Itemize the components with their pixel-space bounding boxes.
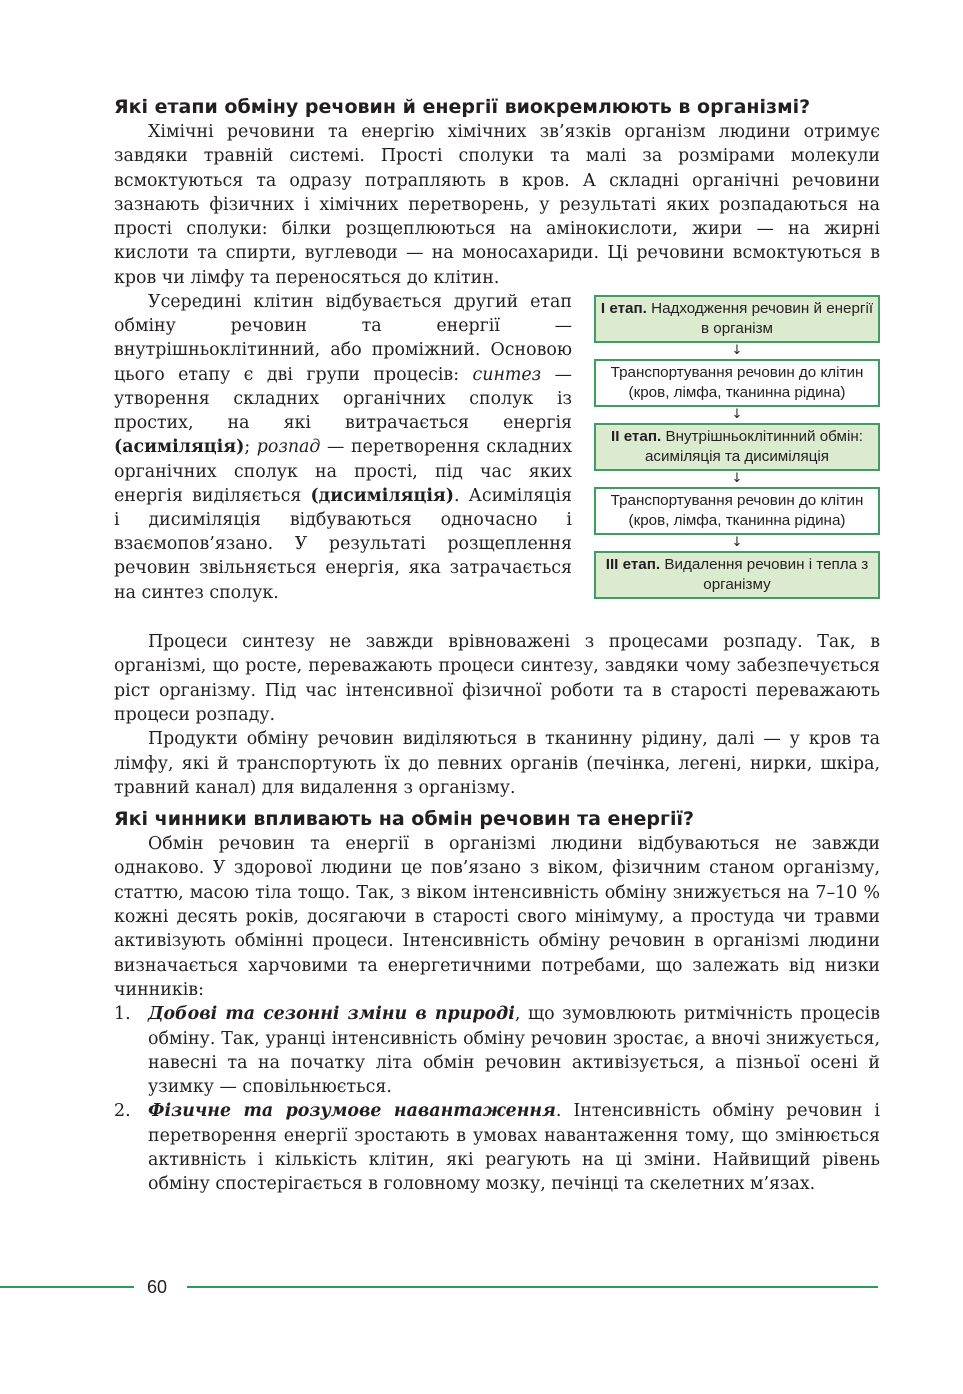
paragraph-factors-intro: Обмін речовин та енергії в організмі людини відбуваються не завжди однаково. У здорової людини це пов’язано з віком, фізичним станом організму, статтю, масою тіла тощо. Так, з віком інтенсивність обміну знижується на 7–10 % кожні десять років, досягаючи в старості свого мінімуму, а простуда чи травми активізують обмінні процеси. Інтенсивність обміну речовин в організмі людини визначається харчовими та енергетичними потребами, що залежать від низки чинників: bbox=[114, 834, 880, 1000]
page-number: 60 bbox=[147, 1277, 168, 1297]
paragraph-excretion: Продукти обміну речовин виділяються в тканинну рідину, далі — у кров та лімфу, які й транспортують їх до певних органів (печінка, легені, нирки, шкіра, травний канал) для видалення з організму. bbox=[114, 729, 880, 798]
list-item: 2. Фізичне та розумове навантаження. Інтенсивність обміну речовин і перетворення енергії зростають в умовах навантаження тому, що змінюється активність і кількість клітин, які реагують на ці зміни. Найвищий рівень обміну спостерігається в головному мозку, печінці та скелетних м’язах. bbox=[114, 1101, 880, 1195]
factors-list bbox=[114, 1002, 880, 1196]
footer-divider-right bbox=[187, 1286, 878, 1288]
stage-2-box: II етап. Внутрішньоклітинний обмін: асиміляція та дисиміляція bbox=[594, 423, 880, 471]
list-item: 1. Добові та сезонні зміни в природі, що зумовлюють ритмічність процесів обміну. Так, уранці інтенсивність обміну речовин зростає, а вночі знижується, навесні та на початку літа обмін речовин активізується, а пізньої осені й узимку — сповільнюється. bbox=[114, 1004, 881, 1098]
transport-box-1: Транспортування речовин до клітин (кров, лімфа, тканинна рідина) bbox=[594, 359, 880, 407]
paragraph-digestion: Хімічні речовини та енергію хімічних зв’язків організм людини отримує завдяки травній системі. Прості сполуки та малі за розмірами молекули всмоктуються та одразу потрапляють в кров. А складні органічні речовини зазнають фізичних і хімічних перетворень, у результаті яких розпадаються на прості сполуки: білки розщеплюються на амінокислоти, жири — на жирні кислоти та спирти, вуглеводи — на моносахариди. Ці речовини всмоктуються в кров чи лімфу та переносяться до клітин. bbox=[114, 122, 880, 288]
page-content bbox=[114, 94, 880, 1197]
paragraph-intracellular: Усередині клітин відбувається другий етап обміну речовин та енергії — внутрішньоклітинний, або проміжний. Основою цього етапу є дві групи процесів: синтез — утворення складних органічних сполук із простих, на які витрачається енергія (асиміляція); розпад — перетворення складних органічних сполук на прості, під час яких енергія виділяється (дисиміляція). Асиміляція і дисиміляція відбуваються одночасно і взаємопов’язано. У результаті розщеплення речовин звільняється енергія, яка затрачається на синтез сполук. bbox=[114, 292, 572, 603]
down-arrow-icon: ↓ bbox=[731, 535, 743, 551]
stages-block bbox=[114, 290, 880, 630]
stages-text bbox=[114, 290, 572, 605]
down-arrow-icon: ↓ bbox=[731, 343, 743, 359]
paragraph-synthesis-balance: Процеси синтезу не завжди врівноважені з процесами розпаду. Так, в організмі, що росте, переважають процеси синтезу, завдяки чому забезпечується ріст організму. Під час інтенсивної фізичної роботи та в старості переважають процеси розпаду. bbox=[114, 632, 880, 725]
transport-box-2: Транспортування речовин до клітин (кров, лімфа, тканинна рідина) bbox=[594, 487, 880, 535]
down-arrow-icon: ↓ bbox=[731, 471, 743, 487]
section-heading-stages: Які етапи обміну речовин й енергії виокремлюють в організмі? bbox=[114, 96, 811, 118]
stage-3-box: III етап. Видалення речовин і тепла з організму bbox=[594, 551, 880, 599]
section-heading-factors: Які чинники впливають на обмін речовин та енергії? bbox=[114, 808, 694, 831]
down-arrow-icon: ↓ bbox=[731, 407, 743, 423]
metabolism-stages-diagram bbox=[594, 295, 880, 599]
stage-1-box: I етап. Надходження речовин й енергії в організм bbox=[594, 295, 880, 343]
footer-divider-left bbox=[0, 1286, 134, 1288]
